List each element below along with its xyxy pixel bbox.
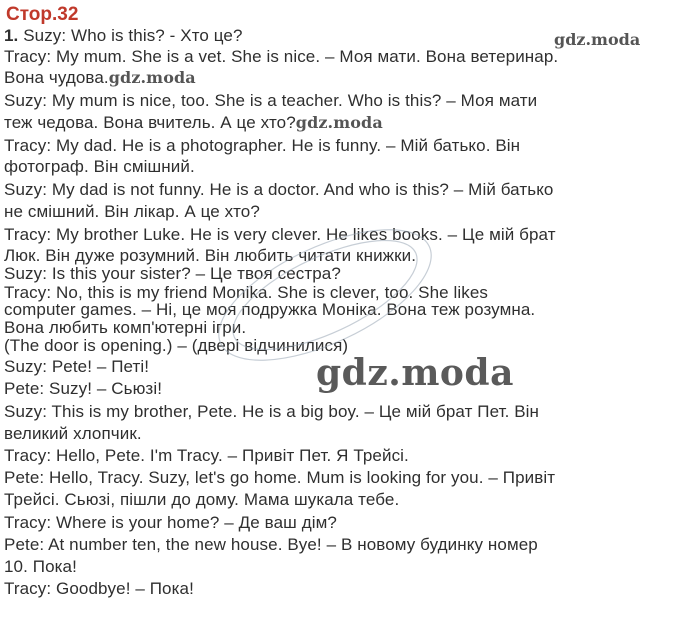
watermark-inline-2: gdz.moda [295, 113, 383, 132]
text-line-17: Suzy: Pete! – Петі! [4, 357, 150, 376]
text-line-3 [4, 68, 196, 88]
text-line-8: Suzy: My dad is not funny. He is a doctor. And who is this? – Мій батько [4, 180, 554, 199]
page-title: Стор.32 [6, 4, 79, 25]
text-line-20: великий хлопчик. [4, 424, 142, 443]
text-line-1 [4, 26, 243, 46]
text-line-6: Tracy: My dad. He is a photographer. He is funny. – Мій батько. Він [4, 136, 521, 155]
text-line-27: Tracy: Goodbye! – Пока! [4, 579, 194, 598]
text-line-14: computer games. – Ні, це моя подружка Моніка. Вона теж розумна. [4, 300, 536, 319]
text-line-24: Tracy: Where is your home? – Де ваш дім? [4, 513, 337, 532]
text-line-7: фотограф. Він смішний. [4, 157, 195, 176]
text-line-18: Pete: Suzy! – Сьюзі! [4, 379, 163, 398]
text-line-5 [4, 113, 383, 133]
text-line-16: (The door is opening.) – (двері відчинилися) [4, 336, 349, 355]
text-line-11: Люк. Він дуже розумний. Він любить читати книжки. [4, 246, 417, 265]
text-line-9: не смішний. Він лікар. А це хто? [4, 202, 260, 221]
watermark-top: gdz.moda [554, 30, 641, 49]
text-line-10: Tracy: My brother Luke. He is very clever. He likes books. – Це мій брат [4, 225, 556, 244]
text-line-12: Suzy: Is this your sister? – Це твоя сестра? [4, 264, 341, 283]
text-line-23: Трейсі. Сьюзі, пішли до дому. Мама шукала тебе. [4, 490, 400, 509]
text-line-22: Pete: Hello, Tracy. Suzy, let's go home. Mum is looking for you. – Привіт [4, 468, 556, 487]
text-line-26: 10. Пока! [4, 557, 77, 576]
line-text: Вона чудова. [4, 68, 109, 87]
text-line-2: Tracy: My mum. She is a vet. She is nice. – Моя мати. Вона ветеринар. [4, 47, 559, 66]
watermark-inline-1: gdz.moda [108, 68, 196, 87]
text-line-15: Вона любить комп'ютерні ігри. [4, 318, 247, 337]
text-line-13: Tracy: No, this is my friend Monika. She is clever, too. She likes [4, 283, 489, 302]
watermark-center: gdz.moda [316, 352, 514, 394]
text-line-25: Pete: At number ten, the new house. Bye! – В новому будинку номер [4, 535, 538, 554]
line-text: Suzy: Who is this? - Хто це? [23, 26, 243, 45]
text-line-21: Tracy: Hello, Pete. I'm Tracy. – Привіт Пет. Я Трейсі. [4, 446, 409, 465]
text-line-19: Suzy: This is my brother, Pete. He is a big boy. – Це мій брат Пет. Він [4, 402, 540, 421]
line-text: теж чедова. Вона вчитель. А це хто? [4, 113, 296, 132]
exercise-number: 1. [4, 26, 19, 45]
text-line-4: Suzy: My mum is nice, too. She is a teacher. Who is this? – Моя мати [4, 91, 538, 110]
